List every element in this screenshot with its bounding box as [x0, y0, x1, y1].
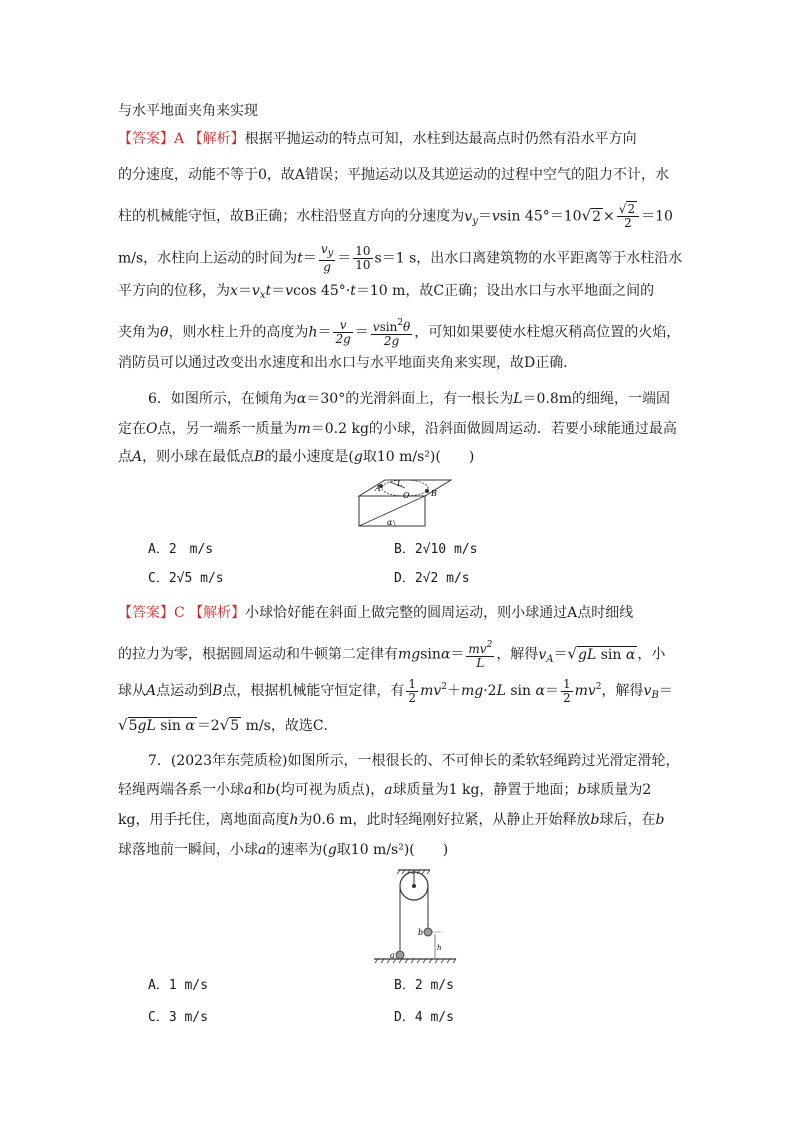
answer-6-block: 【答案】C 【解析】小球恰好能在斜面上做完整的圆周运动，则小球通过A点时细线: [118, 605, 634, 621]
text-line: 点A，则小球在最低点B的最小速度是(g取10 m/s²)( ): [118, 449, 475, 465]
label-a: a: [390, 951, 395, 960]
text-line: m/s，水柱向上运动的时间为t＝ $\frac{v_y}{g}$ ＝ $\frac{10}{10}$ s＝1 s，出水口离建筑物的水平距离等于水柱沿水: [118, 242, 683, 274]
option-6-a[interactable]: A．2 m/s: [148, 542, 214, 557]
option-7-a[interactable]: A．1 m/s: [148, 978, 208, 993]
pulley-figure: [370, 868, 460, 968]
option-6-c[interactable]: C．2√5 m/s: [148, 571, 224, 586]
label-O: O: [403, 491, 410, 500]
text-line: √5gL sin α ＝2√5 m/s，故选C．: [118, 716, 338, 734]
question-7: 7．(2023年东莞质检)如图所示，一根很长的、不可伸长的柔软轻绳跨过光滑定滑轮，: [148, 753, 680, 769]
label-A: A: [375, 484, 381, 493]
label-B: B: [431, 489, 437, 498]
option-7-d[interactable]: D．4 m/s: [394, 1010, 454, 1025]
label-L: L: [397, 479, 403, 488]
option-6-b[interactable]: B．2√10 m/s: [394, 542, 478, 557]
text-line: 球落地前一瞬间，小球a的速率为(g取10 m/s²)( ): [118, 842, 449, 858]
text-line: 消防员可以通过改变出水速度和出水口与水平地面夹角来实现，故D正确．: [118, 355, 578, 371]
answer-5-block: 【答案】A 【解析】根据平抛运动的特点可知，水柱到达最高点时仍然有沿水平方向: [118, 131, 637, 147]
text-line: kg，用手托住，离地面高度h为0.6 m，此时轻绳刚好拉紧，从静止开始释放b球后，在b: [118, 812, 665, 828]
text-line: 轻绳两端各系一小球a和b(均可视为质点)，a球质量为1 kg，静置于地面；b球质量为2: [118, 782, 652, 798]
text-line: 的分速度，动能不等于0，故A错误；平抛运动以及其逆运动的过程中空气的阻力不计，水: [118, 167, 670, 183]
answer-tag: 【答案】C: [118, 605, 185, 621]
option-7-c[interactable]: C．3 m/s: [148, 1010, 208, 1025]
incline-figure: [355, 478, 455, 530]
label-alpha: α: [387, 518, 393, 527]
answer-tag: 【答案】A: [118, 131, 185, 147]
text-line: 与水平地面夹角来实现: [118, 103, 258, 119]
text-line: 夹角为θ，则水柱上升的高度为h＝ $\frac{v}{2g}$ ＝ $\frac{vsin^2\theta}{2g}$ ，可知如果要使水柱熄灭稍高位置的火焰，: [118, 318, 681, 348]
text-line: 的拉力为零，根据圆周运动和牛顿第二定律有mgsinα＝ $\frac{mv^2}{L}$ ，解得$v_A=√gL$ sin α ，小: [118, 640, 666, 670]
option-6-d[interactable]: D．2√2 m/s: [394, 571, 470, 586]
text-line: 球从A点运动到B点，根据机械能守恒定律，有 $\frac{1}{2}$ $mv^2+mg\cdot 2L$ sin α＝ $\frac{1}{2}$ $mv^2$，解得$v_B=$: [118, 676, 673, 705]
option-7-b[interactable]: B．2 m/s: [394, 978, 454, 993]
label-h: h: [437, 944, 442, 952]
analysis-tag: 【解析】: [188, 131, 245, 147]
analysis-tag: 【解析】: [189, 605, 246, 621]
text-line: 平方向的位移，为$x=v_xt=vcos$ 45°·t＝10 m，故C正确；设出水口与水平地面之间的: [118, 283, 655, 301]
question-6: 6．如图所示，在倾角为α＝30°的光滑斜面上，有一根长为L＝0.8m的细绳，一端固: [148, 391, 671, 407]
text-line: 柱的机械能守恒，故B正确；水柱沿竖直方向的分速度为$v_y=vsin$ 45°＝10√2 × $\frac{√2}{2}$ ＝10: [118, 202, 673, 230]
text-line: 定在O点，另一端系一质量为m＝0.2 kg的小球，沿斜面做圆周运动．若要小球能通过最高: [118, 421, 677, 437]
label-b: b: [418, 928, 424, 937]
